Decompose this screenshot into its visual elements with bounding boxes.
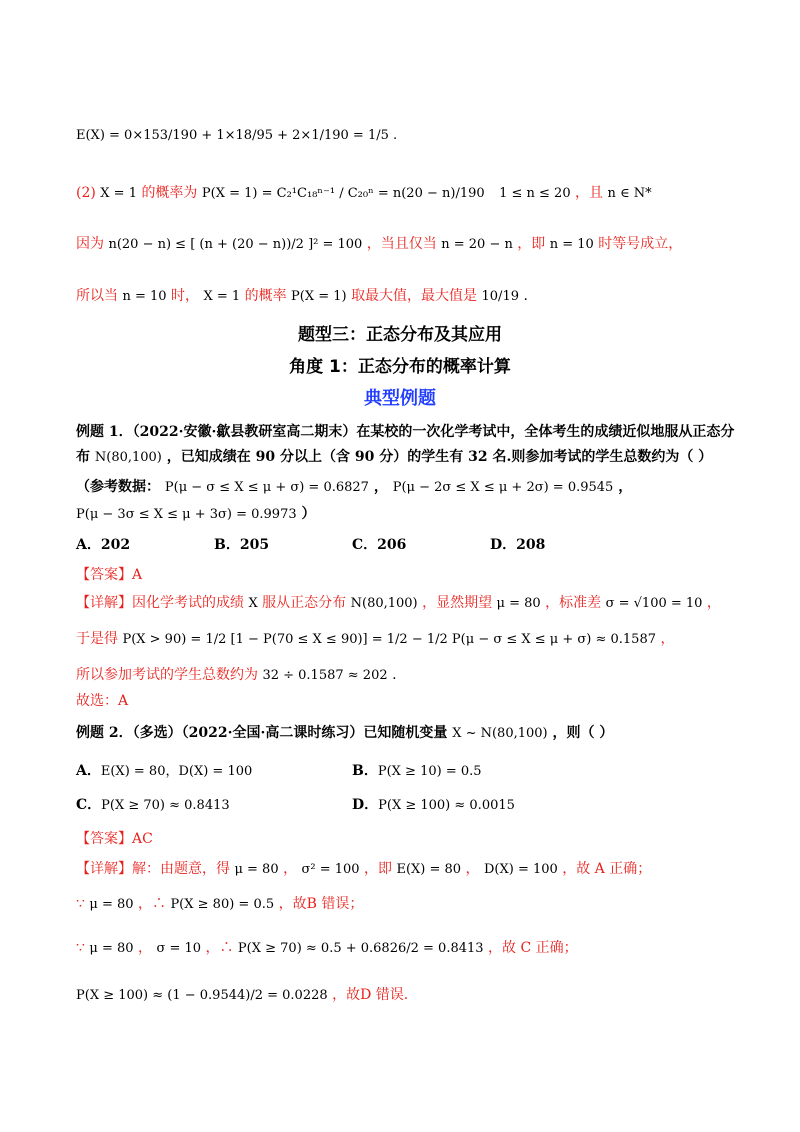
text: ，故D 错误.	[332, 987, 409, 1003]
formula: μ = 80	[234, 862, 279, 877]
part2-line	[76, 182, 740, 205]
example1-detail1	[76, 592, 740, 615]
therefore-symbol: ，∴	[205, 940, 234, 956]
formula: n(20 − n) ≤ [ (n + (20 − n))/2 ]² = 100	[108, 237, 363, 252]
text: 例题 2．（多选）（2022·全国·高二课时练习）已知随机变量	[76, 725, 448, 741]
text: ，显然期望	[422, 595, 493, 611]
text: 时，	[170, 288, 199, 304]
text: 于是得	[76, 631, 118, 647]
example1-answer: 【答案】A	[76, 567, 143, 583]
formula: P(X ≥ 70) ≈ 0.5 + 0.6826/2 = 0.8413	[237, 941, 484, 956]
formula: 10/19	[481, 289, 519, 304]
option-value: 208	[516, 537, 546, 553]
formula: n = 20 − n	[441, 237, 513, 252]
option-value: 202	[100, 537, 131, 553]
formula: n = 10	[549, 237, 594, 252]
formula: σ² = 100	[301, 862, 360, 877]
section-heading: 题型三：正态分布及其应用	[298, 325, 502, 345]
example2-answer: 【答案】AC	[76, 831, 153, 847]
example2-option-c	[76, 794, 230, 817]
option-value: 205	[239, 537, 270, 553]
formula: μ = 80	[496, 596, 541, 611]
text: .	[392, 667, 397, 683]
examples-heading: 典型例题	[364, 388, 436, 409]
example1-option-c	[352, 534, 406, 556]
option-value: P(X ≥ 70) ≈ 0.8413	[101, 798, 230, 813]
example1-detail2	[76, 628, 740, 651]
formula: P(X ≥ 80) = 0.5	[170, 897, 275, 912]
formula: n ∈ N*	[607, 186, 652, 201]
option-value: P(X ≥ 100) ≈ 0.0015	[378, 798, 515, 813]
formula: N(80,100)	[350, 596, 418, 611]
text: ，当且仅当	[366, 236, 437, 252]
formula: μ = 80	[89, 897, 134, 912]
conclusion-line	[76, 285, 740, 308]
inequality-line	[76, 233, 740, 256]
option-value: 206	[377, 537, 407, 553]
formula: E(X) = 80	[396, 862, 462, 877]
text: 的概率	[244, 288, 287, 304]
option-label: A．	[76, 763, 101, 779]
subsection-heading: 角度 1：正态分布的概率计算	[289, 357, 511, 377]
formula: P(μ − 2σ ≤ X ≤ μ + 2σ) = 0.9545	[392, 480, 614, 495]
text: ，	[706, 595, 721, 611]
formula: P(X > 90) = 1/2 [1 − P(70 ≤ X ≤ 90)] = 1/2 − 1/2 P(μ − σ ≤ X ≤ μ + σ) ≈ 0.1587	[122, 632, 656, 647]
example1-option-d	[490, 534, 545, 556]
formula: σ = 10	[156, 941, 202, 956]
therefore-symbol: ，∴	[137, 896, 166, 912]
example1-option-b	[214, 534, 269, 556]
example1-reference-line	[76, 476, 740, 499]
option-label: B．	[214, 537, 240, 553]
text: ，	[465, 861, 480, 877]
formula: σ = √100 = 10	[605, 596, 703, 611]
option-label: C．	[76, 797, 102, 813]
text: ，且	[575, 185, 604, 201]
option-label: C．	[352, 537, 378, 553]
text: ）	[301, 506, 316, 522]
text: ，即	[517, 236, 546, 252]
example2-title	[76, 722, 740, 745]
formula: P(μ − 3σ ≤ X ≤ μ + 3σ) = 0.9973	[76, 507, 297, 522]
formula: N(80,100)	[94, 450, 162, 465]
formula: X ~ N(80,100)	[452, 726, 548, 741]
text: ，故 A 正确；	[562, 861, 652, 877]
text: 服从正态分布	[262, 595, 347, 611]
text: 所以当	[76, 288, 118, 304]
option-label: D．	[490, 537, 517, 553]
formula: X = 1	[100, 186, 137, 201]
example2-detail1	[76, 858, 740, 881]
detail-label: 【详解】	[76, 861, 132, 877]
formula: X	[248, 596, 258, 611]
text: .	[523, 288, 528, 304]
formula: P(X = 1)	[291, 289, 347, 304]
text: （参考数据：	[76, 479, 160, 495]
text: ，故 C 正确；	[488, 940, 578, 956]
text: ，标准差	[545, 595, 602, 611]
option-label: A．	[76, 537, 101, 553]
option-value: P(X ≥ 10) = 0.5	[377, 764, 482, 779]
example2-detail4	[76, 984, 740, 1007]
formula: 1 ≤ n ≤ 20	[499, 186, 571, 201]
example1-line2	[76, 446, 740, 469]
example1-option-a	[76, 534, 130, 556]
expectation-formula: E(X) = 0×153/190 + 1×18/95 + 2×1/190 = 1/5 .	[76, 128, 398, 143]
option-label: D．	[352, 797, 379, 813]
text: ，	[618, 479, 633, 495]
detail-label: 【详解】	[76, 595, 132, 611]
example2-detail3	[76, 937, 740, 960]
text: 因化学考试的成绩	[132, 595, 244, 611]
formula: μ = 80	[89, 941, 134, 956]
formula: P(X = 1) = C₂¹C₁₈ⁿ⁻¹ / C₂₀ⁿ = n(20 − n)/190	[201, 186, 485, 201]
example2-option-a	[76, 760, 252, 783]
text: ，故B 错误；	[278, 896, 364, 912]
text: ，则（ ）	[552, 725, 614, 741]
option-value: E(X) = 80，D(X) = 100	[100, 764, 253, 779]
expectation-line	[76, 124, 740, 147]
formula: n = 10	[122, 289, 167, 304]
text: 布	[76, 449, 90, 465]
text: 的概率为	[141, 185, 198, 201]
option-label: B．	[352, 763, 378, 779]
text: ，已知成绩在 90 分以上（含 90 分）的学生有 32 名.则参加考试的学生总数约为（ ）	[166, 449, 713, 465]
example1-title: 例题 1．（2022·安徽·歙县教研室高二期末）在某校的一次化学考试中，全体考生的成绩近似地服从正态分	[76, 424, 735, 440]
text: ，	[283, 861, 298, 877]
formula: P(μ − σ ≤ X ≤ μ + σ) = 0.6827	[164, 480, 369, 495]
example2-option-b	[352, 760, 482, 783]
because-symbol: ∵	[76, 896, 85, 912]
text: ，	[137, 940, 152, 956]
part2-label: (2)	[76, 185, 96, 201]
formula: 32 ÷ 0.1587 ≈ 202	[262, 668, 388, 683]
example2-option-d	[352, 794, 515, 817]
because-symbol: ∵	[76, 940, 85, 956]
formula: X = 1	[203, 289, 241, 304]
text: 取最大值，最大值是	[351, 288, 478, 304]
example1-detail3	[76, 664, 740, 687]
text: 因为	[76, 236, 104, 252]
text: 解：由题意，得	[132, 861, 230, 877]
example2-detail2	[76, 893, 740, 916]
formula: P(X ≥ 100) ≈ (1 − 0.9544)/2 = 0.0228	[76, 988, 328, 1003]
text: 时等号成立，	[598, 236, 683, 252]
formula: D(X) = 100	[483, 862, 558, 877]
text: 所以参加考试的学生总数约为	[76, 667, 258, 683]
text: ，即	[364, 861, 393, 877]
text: ，	[373, 479, 388, 495]
text: ，	[660, 631, 675, 647]
example1-reference-line2	[76, 503, 740, 526]
example1-choose: 故选：A	[76, 693, 129, 709]
